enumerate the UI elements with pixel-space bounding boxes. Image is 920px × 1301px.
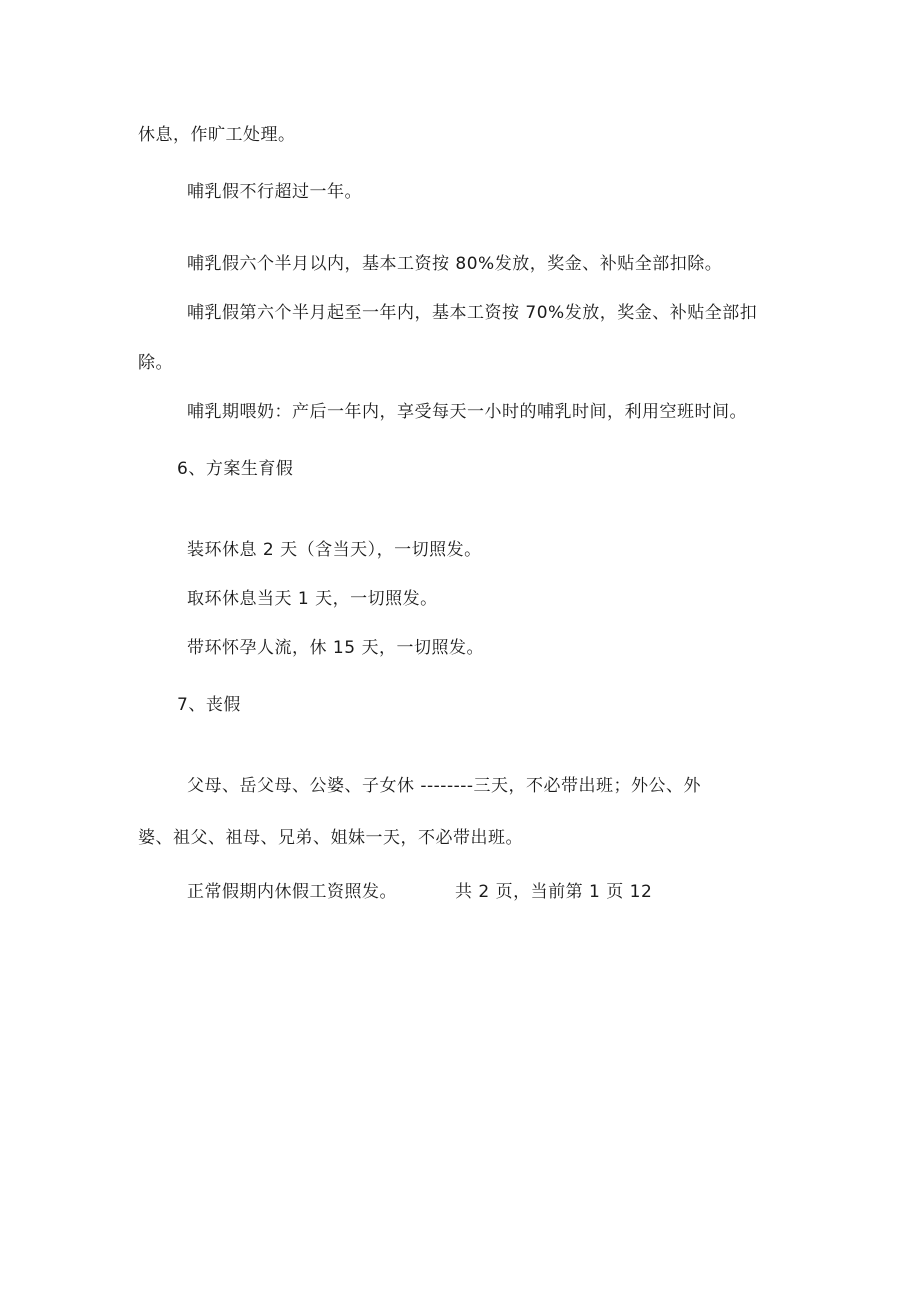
page-info: 共 2 页，当前第 1 页 12 — [455, 882, 653, 902]
paragraph-line-9: 带环怀孕人流，休 15 天，一切照发。 — [187, 638, 484, 658]
paragraph-line-3: 哺乳假六个半月以内，基本工资按 80%发放，奖金、补贴全部扣除。 — [187, 254, 723, 274]
closing-text: 正常假期内休假工资照发。 — [187, 882, 397, 902]
closing-line — [187, 881, 652, 903]
paragraph-line-8: 取环休息当天 1 天，一切照发。 — [187, 589, 438, 609]
paragraph-line-2: 哺乳假不行超过一年。 — [187, 182, 362, 202]
paragraph-line-1: 休息，作旷工处理。 — [138, 125, 296, 145]
paragraph-line-7: 装环休息 2 天（含当天），一切照发。 — [187, 540, 482, 560]
section-heading-6: 6、方案生育假 — [177, 459, 294, 479]
section-heading-7: 7、丧假 — [177, 695, 241, 715]
paragraph-line-11: 婆、祖父、祖母、兄弟、姐妹一天，不必带出班。 — [138, 828, 523, 848]
paragraph-line-5: 除。 — [138, 353, 173, 373]
paragraph-line-10: 父母、岳父母、公婆、子女休 --------三天，不必带出班；外公、外 — [187, 776, 701, 796]
paragraph-line-6: 哺乳期喂奶：产后一年内，享受每天一小时的哺乳时间，利用空班时间。 — [187, 402, 747, 422]
paragraph-line-4: 哺乳假第六个半月起至一年内，基本工资按 70%发放，奖金、补贴全部扣 — [187, 303, 758, 323]
